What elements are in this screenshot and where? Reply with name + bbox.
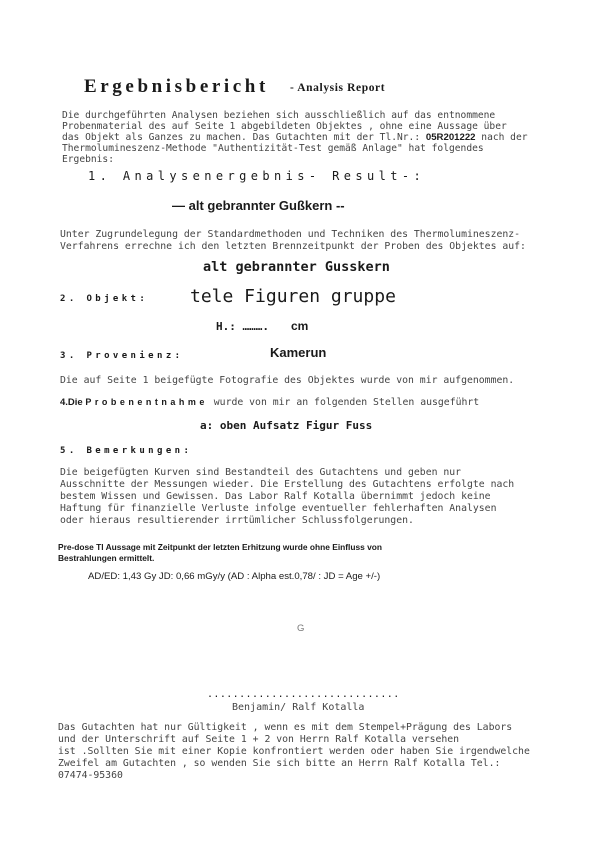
method-line-2: Verfahrens errechne ich den letzten Brennzeitpunkt der Proben des Objektes auf: [60, 241, 526, 252]
remarks-line-4: Haftung für finanzielle Verluste infolge eventueller fehlerhaften Analysen [60, 503, 497, 514]
method-line-1: Unter Zugrundelegung der Standardmethoden und Techniken des Thermolumineszenz- [60, 229, 521, 240]
intro-line-5: Ergebnis: [62, 154, 114, 165]
footer-line-2: und der Unterschrift auf Seite 1 + 2 von Herrn Ralf Kotalla versehen [58, 734, 460, 745]
section-2-label: 2. Objekt: [60, 294, 149, 304]
section-5-label: 5. Bemerkungen: [60, 446, 193, 456]
object-height [216, 319, 308, 333]
report-subtitle: - Analysis Report [290, 82, 386, 94]
section-1-heading: 1. Analysenergebnis- Result-: [88, 169, 426, 183]
section-4-suffix: wurde von mir an folgenden Stellen ausgeführt [207, 397, 480, 408]
remarks-line-5: oder hieraus resultierender irrtümlicher Schlussfolgerungen. [60, 515, 414, 526]
object-value: tele Figuren gruppe [190, 286, 396, 307]
sample-location: a: oben Aufsatz Figur Fuss [200, 419, 373, 432]
section-4-heading [60, 396, 479, 409]
intro-line-1: Die durchgeführten Analysen beziehen sich ausschließlich auf das entnommene [62, 110, 496, 121]
provenance-value: Kamerun [270, 345, 327, 360]
remarks-line-3: bestem Wissen und Gewissen. Das Labor Ralf Kotalla übernimmt jedoch keine [60, 491, 491, 502]
section-4-prefix: 4.Die [60, 397, 86, 408]
height-unit: cm [290, 319, 309, 333]
predose-line-1: Pre-dose Tl Aussage mit Zeitpunkt der letzten Erhitzung wurde ohne Einfluss von [58, 542, 383, 552]
footer-line-1: Das Gutachten hat nur Gültigkeit , wenn es mit dem Stempel+Prägung des Labors [58, 722, 513, 733]
signature-name: Benjamin/ Ralf Kotalla [232, 702, 365, 713]
remarks-line-1: Die beigefügten Kurven sind Bestandteil des Gutachtens und geben nur [60, 467, 462, 478]
section-4-label: Probenentnahme [85, 397, 208, 407]
report-number: 05R201222 [425, 132, 476, 143]
footer-line-5: 07474-95360 [58, 770, 123, 781]
provenance-note: Die auf Seite 1 beigefügte Fotografie des Objektes wurde von mir aufgenommen. [60, 375, 515, 386]
section-3-label: 3. Provenienz: [60, 351, 184, 361]
report-title: Ergebnisbericht [84, 76, 269, 97]
intro-line-2: Probenmaterial des auf Seite 1 abgebildeten Objektes , ohne eine Aussage über [62, 121, 507, 132]
signature-line: .............................. [207, 689, 400, 700]
intro-line-3-suffix: nach der [475, 132, 528, 143]
intro-line-4: Thermolumineszenz-Methode "Authentizität-Test gemäß Anlage" hat folgendes [62, 143, 484, 154]
predose-line-2: Bestrahlungen ermittelt. [58, 553, 155, 563]
footer-line-3: ist .Sollten Sie mit einer Kopie konfrontiert werden oder haben Sie irgendwelche [58, 746, 530, 757]
remarks-line-2: Ausschnitte der Messungen wieder. Die Erstellung des Gutachtens erfolgte nach [60, 479, 515, 490]
page-mark: G [297, 623, 305, 634]
method-result: alt gebrannter Gusskern [203, 259, 390, 275]
section-1-result: — alt gebrannter Gußkern -- [172, 198, 345, 213]
intro-line-3-prefix: das Objekt als Ganzes zu machen. Das Gutachten mit der Tl.Nr.: [62, 132, 426, 143]
height-label: H.: ………. [216, 320, 269, 333]
footer-line-4: Zweifel am Gutachten , so wenden Sie sich bitte an Herrn Ralf Kotalla Tel.: [58, 758, 501, 769]
intro-line-3 [62, 132, 528, 143]
measurement-values: AD/ED: 1,43 Gy JD: 0,66 mGy/y (AD : Alpha est.0,78/ : JD = Age +/-) [88, 571, 381, 582]
